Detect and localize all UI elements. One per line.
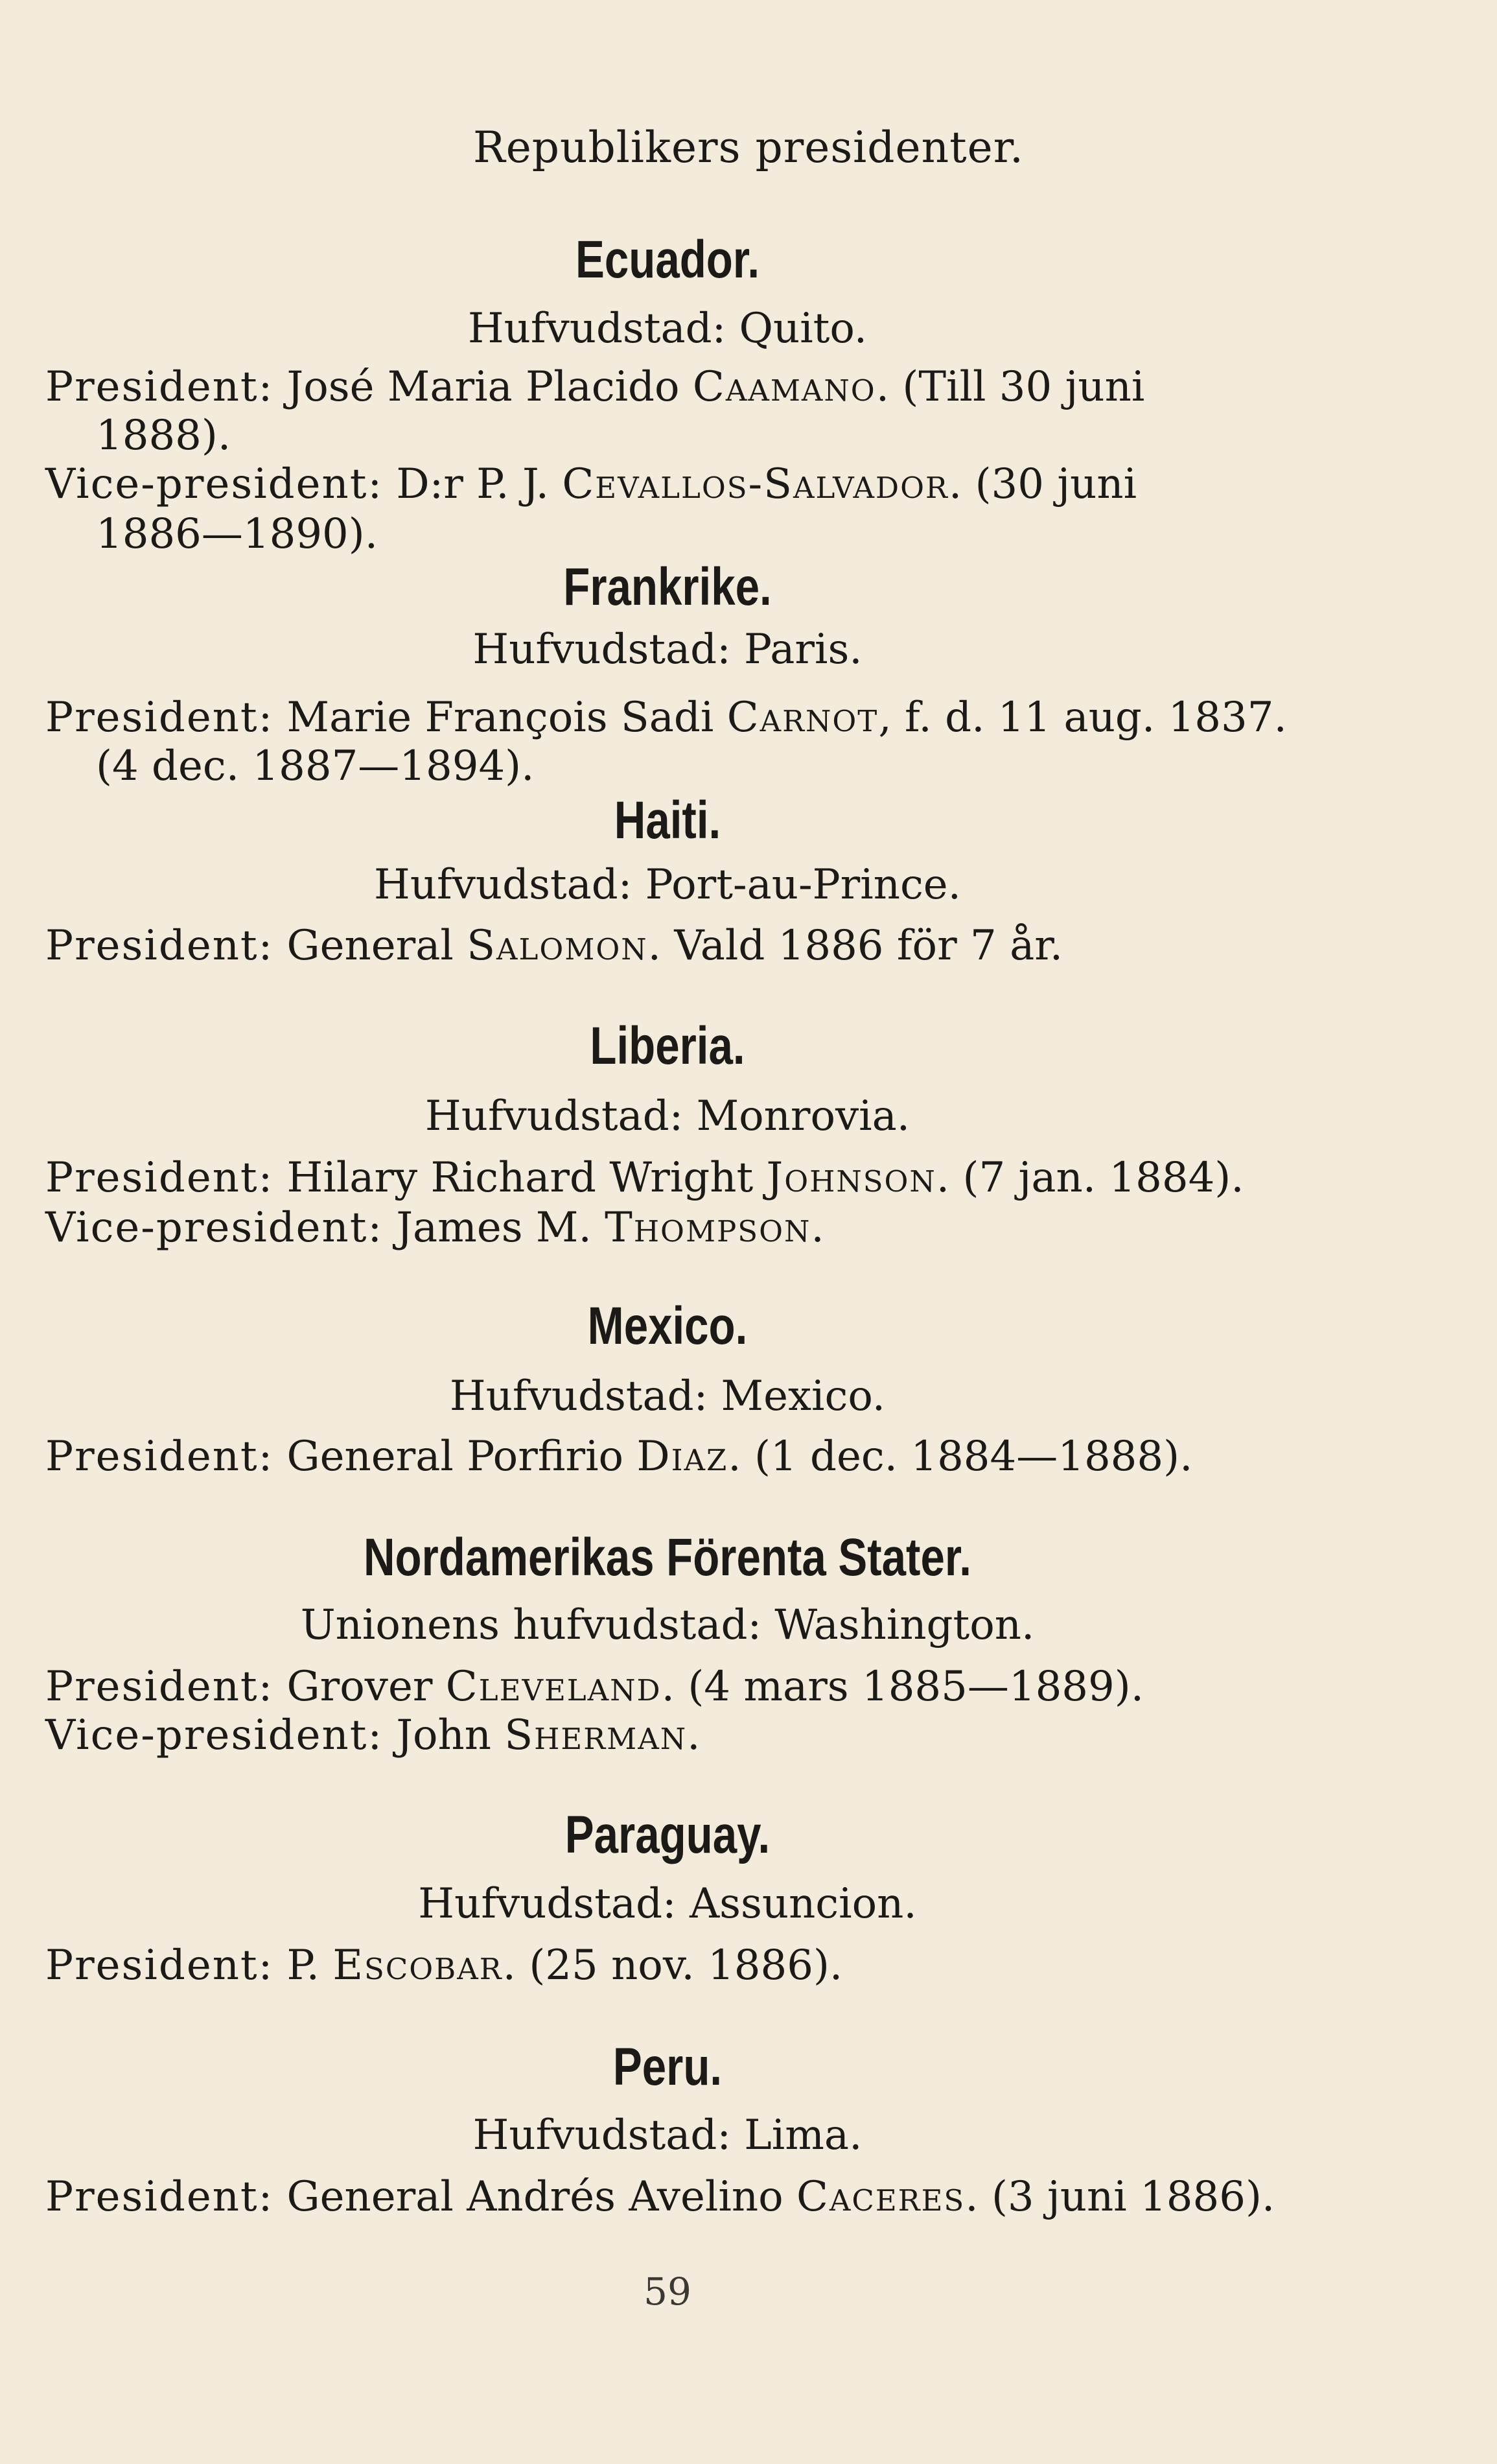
capital-haiti: Hufvudstad: Port-au-Prince. (374, 861, 961, 909)
vice-president-line-liberia (45, 1204, 824, 1252)
capital-liberia: Hufvudstad: Monrovia. (424, 1092, 911, 1140)
president-surname: Carnot (726, 694, 879, 742)
section-heading-haiti: Haiti. (614, 791, 721, 850)
president-dates: . (25 nov. 1886). (502, 1942, 843, 1989)
running-head: Republikers presidenter. (473, 123, 1024, 172)
vice-president-line-ecuador (45, 460, 1137, 508)
president-label: President: (45, 2173, 274, 2221)
president-given-names: P. (286, 1942, 319, 1989)
vice-president-dates: . (811, 1204, 824, 1252)
president-dates: . Vald 1886 för 7 år. (647, 922, 1063, 970)
president-given-names: Grover (286, 1663, 433, 1711)
vice-president-given-names: John (396, 1711, 491, 1759)
capital-usa: Unionens hufvudstad: Washington. (300, 1601, 1035, 1649)
president-label: President: (45, 1154, 274, 1202)
vice-president-surname: Thompson (605, 1204, 811, 1252)
president-dates: . (1 dec. 1884—1888). (728, 1433, 1193, 1481)
president-label: President: (45, 694, 274, 742)
president-line-haiti (45, 922, 1063, 970)
president-label: President: (45, 1663, 274, 1711)
capital-mexico: Hufvudstad: Mexico. (449, 1372, 886, 1420)
president-line-usa (45, 1663, 1144, 1711)
president-label: President: (45, 1942, 274, 1989)
capital-paraguay: Hufvudstad: Assuncion. (418, 1880, 917, 1928)
president-line-liberia (45, 1154, 1244, 1202)
capital-peru: Hufvudstad: Lima. (472, 2111, 863, 2159)
president-dates: , f. d. 11 aug. 1837. (878, 694, 1287, 742)
vice-president-line-usa (45, 1711, 701, 1759)
president-label: President: (45, 363, 274, 411)
president-dates: . (7 jan. 1884). (936, 1154, 1244, 1202)
section-heading-ecuador: Ecuador. (575, 230, 760, 289)
vice-president-label: Vice-president: (45, 460, 383, 508)
section-heading-paraguay: Paraguay. (564, 1805, 771, 1864)
vice-president-line-ecuador-continued: 1886—1890). (96, 510, 378, 558)
president-line-mexico (45, 1433, 1193, 1481)
president-given-names: General Porfirio (286, 1433, 624, 1481)
president-given-names: General Andrés Avelino (286, 2173, 783, 2221)
president-surname: Escobar (332, 1942, 503, 1989)
vice-president-given-names: James M. (396, 1204, 592, 1252)
vice-president-surname: Sherman (504, 1711, 688, 1759)
president-line-ecuador-continued: 1888). (96, 412, 231, 460)
president-surname: Cleveland (445, 1663, 662, 1711)
president-dates: . (3 juni 1886). (965, 2173, 1275, 2221)
section-heading-peru: Peru. (612, 2037, 723, 2096)
president-given-names: General (286, 922, 454, 970)
president-given-names: Marie François Sadi (286, 694, 714, 742)
president-line-frankrike (45, 694, 1287, 742)
president-dates: . (4 mars 1885—1889). (661, 1663, 1144, 1711)
president-given-names: Hilary Richard Wright (286, 1154, 754, 1202)
president-line-peru (45, 2173, 1275, 2221)
vice-president-given-names: D:r P. J. (396, 460, 549, 508)
president-dates: . (Till 30 juni (876, 363, 1145, 411)
capital-ecuador: Hufvudstad: Quito. (467, 305, 868, 353)
president-label: President: (45, 1433, 274, 1481)
section-heading-mexico: Mexico. (587, 1297, 748, 1355)
page-number: 59 (644, 2270, 691, 2314)
president-surname: Caceres (796, 2173, 966, 2221)
capital-frankrike: Hufvudstad: Paris. (472, 626, 863, 674)
vice-president-surname: Cevallos-Salvador (562, 460, 949, 508)
vice-president-dates: . (30 juni (948, 460, 1137, 508)
vice-president-label: Vice-president: (45, 1204, 383, 1252)
vice-president-dates: . (687, 1711, 701, 1759)
section-heading-frankrike: Frankrike. (563, 557, 772, 616)
president-surname: Diaz (636, 1433, 728, 1481)
vice-president-label: Vice-president: (45, 1711, 383, 1759)
president-label: President: (45, 922, 274, 970)
president-surname: Salomon (467, 922, 648, 970)
president-surname: Caamano (692, 363, 876, 411)
president-given-names: José Maria Placido (286, 363, 680, 411)
president-line-frankrike-continued: (4 dec. 1887—1894). (96, 742, 535, 790)
section-heading-liberia: Liberia. (590, 1016, 745, 1075)
president-line-ecuador (45, 363, 1145, 411)
president-surname: Johnson (766, 1154, 936, 1202)
president-line-paraguay (45, 1942, 843, 1989)
section-heading-usa: Nordamerikas Förenta Stater. (363, 1528, 971, 1587)
